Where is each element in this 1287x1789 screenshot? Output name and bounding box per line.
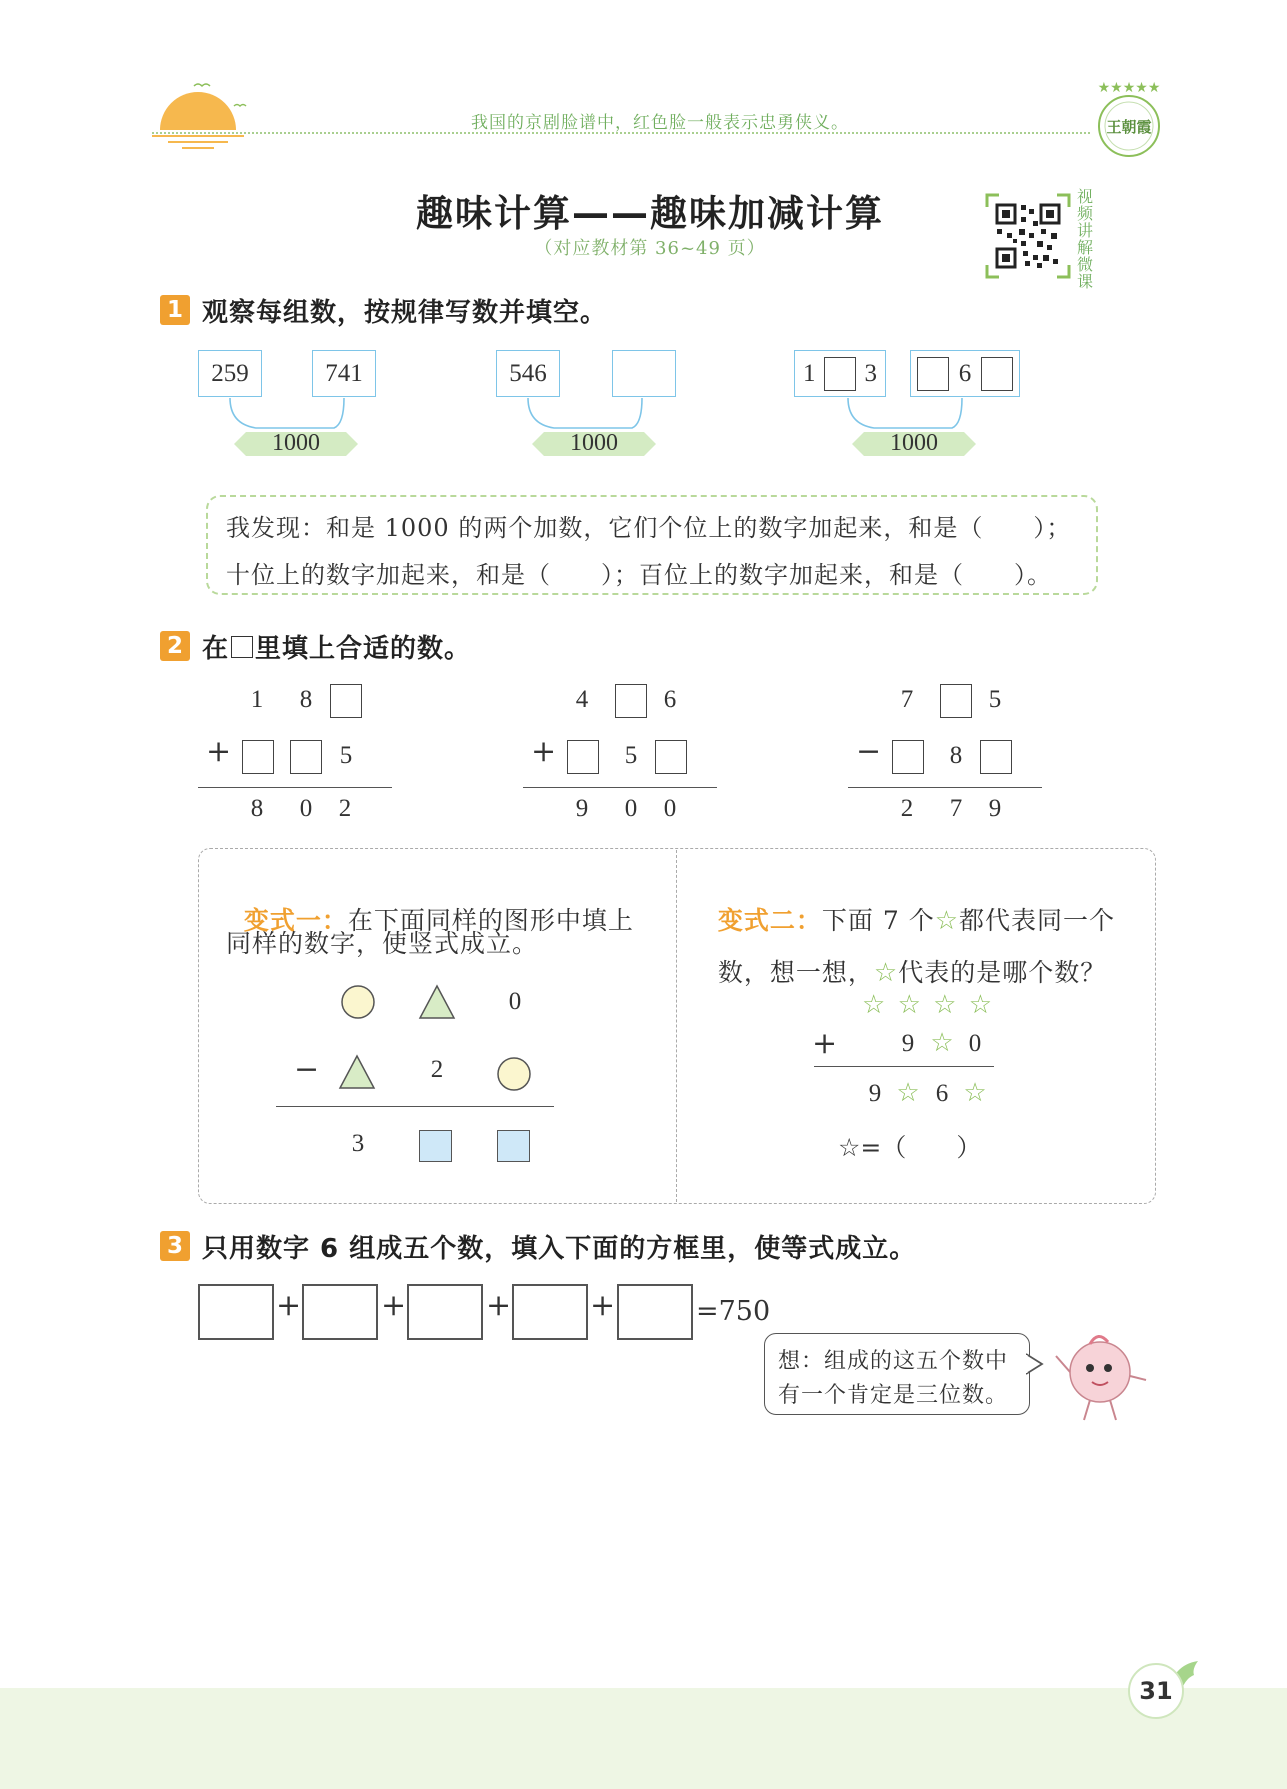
- variant1-label: 变式一：: [243, 906, 348, 935]
- blank-square-icon: [231, 636, 253, 658]
- variant2-line2-post: 代表的是哪个数？: [898, 958, 1107, 987]
- answer-box-1[interactable]: [198, 1284, 274, 1340]
- variant1-row3-digit: 3: [351, 1130, 365, 1157]
- p1-operator: +: [206, 734, 232, 769]
- p3-top-tens-blank[interactable]: [940, 684, 972, 718]
- p1-bottom-hundreds-blank[interactable]: [242, 740, 274, 774]
- variant1-rule: [276, 1106, 554, 1107]
- section-2-title-post: 里填上合适的数。: [255, 634, 472, 664]
- answer-box-3[interactable]: [407, 1284, 483, 1340]
- p1-result-hundreds: 8: [250, 795, 264, 822]
- p3-result-ones: 9: [988, 795, 1002, 822]
- qr-label-char: 视: [1076, 187, 1093, 206]
- variant2-rule: [814, 1066, 994, 1067]
- variant1-line1-text: 在下面同样的图形中填上: [347, 906, 634, 935]
- p1-top-tens: 8: [299, 686, 313, 713]
- group3-b-mid-digit: 6: [958, 359, 972, 387]
- qr-label-char: 课: [1076, 272, 1093, 291]
- circle-shape-icon: [496, 1056, 532, 1092]
- group3-addend-b: [910, 350, 1020, 397]
- circle-shape-icon: [340, 984, 376, 1020]
- p2-bottom-hundreds-blank[interactable]: [567, 740, 599, 774]
- p3-operator: −: [856, 734, 882, 769]
- group1-addend-b: 741: [312, 350, 376, 397]
- variant2-row3-star-1: ☆: [896, 1078, 920, 1108]
- answer-box-2[interactable]: [302, 1284, 378, 1340]
- section-3-number: 3: [160, 1231, 190, 1261]
- qr-label-char: 微: [1076, 255, 1093, 274]
- p1-top-ones-blank[interactable]: [330, 684, 362, 718]
- variant2-line1-pre: 下面 7 个: [821, 906, 935, 935]
- qr-label: [1074, 188, 1096, 290]
- variant1-row1-digit: 0: [508, 988, 522, 1015]
- plus-sign: +: [590, 1288, 616, 1323]
- page-number: 31: [1128, 1663, 1184, 1719]
- section-1-title: 观察每组数，按规律写数并填空。: [202, 298, 608, 328]
- bubble-tail: [1026, 1352, 1044, 1376]
- footer-band: [0, 1688, 1287, 1789]
- variant2-label: 变式二：: [717, 906, 822, 935]
- page-subtitle: （对应教材第 36~49 页）: [534, 238, 766, 259]
- variant2-row3-star-2: ☆: [963, 1078, 987, 1108]
- vertical-problem-1: [190, 680, 410, 830]
- p1-result-ones: 2: [338, 795, 352, 822]
- variant2-line2: [700, 924, 1106, 989]
- variant2-operator: +: [812, 1026, 838, 1061]
- p2-top-ones: 6: [663, 686, 677, 713]
- p2-result-ones: 0: [663, 795, 677, 822]
- group2-addend-b-input[interactable]: [612, 350, 676, 397]
- p2-top-tens-blank[interactable]: [615, 684, 647, 718]
- variant-divider: [676, 850, 677, 1202]
- variant1-line2: 同样的数字，使竖式成立。: [226, 929, 539, 958]
- p3-bottom-hundreds-blank[interactable]: [892, 740, 924, 774]
- hint-line-2: 有一个肯定是三位数。: [778, 1383, 1009, 1408]
- variant2-row3-digit-3: 6: [935, 1080, 949, 1107]
- p2-result-tens: 0: [624, 795, 638, 822]
- p2-operator: +: [531, 734, 557, 769]
- plus-sign: +: [276, 1288, 302, 1323]
- section-2-title: [202, 628, 471, 665]
- variant1-operator: −: [294, 1052, 320, 1087]
- group3-sum: 1000: [890, 430, 938, 456]
- p1-result-tens: 0: [299, 795, 313, 822]
- p3-top-hundreds: 7: [900, 686, 914, 713]
- answer-box-5[interactable]: [617, 1284, 693, 1340]
- group3-b-blank-right[interactable]: [981, 357, 1013, 391]
- p2-top-hundreds: 4: [575, 686, 589, 713]
- qr-label-char: 频: [1076, 204, 1093, 223]
- brand-logo: [1092, 78, 1166, 164]
- variant2-line2-pre: 数，想一想，: [717, 958, 874, 987]
- triangle-shape-icon: [418, 984, 456, 1020]
- plus-sign: +: [381, 1288, 407, 1323]
- group3-addend-a: [794, 350, 886, 397]
- variant2-row1-stars: ☆ ☆ ☆ ☆: [862, 990, 995, 1020]
- qr-label-char: 解: [1076, 238, 1093, 257]
- page-title: 趣味计算——趣味加减计算: [416, 192, 884, 235]
- vertical-problem-3: [840, 680, 1060, 830]
- mascot-icon: [1050, 1328, 1150, 1424]
- equation-result: =750: [696, 1296, 771, 1327]
- variant2-line1-post: 都代表同一个: [959, 906, 1116, 935]
- variant2-answer[interactable]: ☆=（ ）: [838, 1133, 982, 1162]
- variant1-row2-digit: 2: [430, 1056, 444, 1083]
- group2-addend-a: 546: [496, 350, 560, 397]
- p2-bottom-tens: 5: [624, 742, 638, 769]
- square-shape-blank[interactable]: [497, 1130, 530, 1162]
- qr-label-char: 讲: [1076, 221, 1093, 240]
- group1-sum: 1000: [272, 430, 320, 456]
- star-icon: ☆: [934, 906, 960, 936]
- p1-bottom-ones: 5: [339, 742, 353, 769]
- p3-bottom-ones-blank[interactable]: [980, 740, 1012, 774]
- variant2-row2-star: ☆: [930, 1028, 954, 1058]
- star-icon: ☆: [873, 958, 899, 988]
- brand-logo-text: 王朝霞: [1106, 118, 1152, 136]
- group3-b-blank-left[interactable]: [917, 357, 949, 391]
- sunset-icon: [150, 78, 250, 150]
- square-shape-blank[interactable]: [419, 1130, 452, 1162]
- p3-result-hundreds: 2: [900, 795, 914, 822]
- header-motto: 我国的京剧脸谱中，红色脸一般表示忠勇侠义。: [471, 113, 849, 133]
- plus-sign: +: [486, 1288, 512, 1323]
- section-1-number: 1: [160, 295, 190, 325]
- p3-result-tens: 7: [949, 795, 963, 822]
- group1-addend-a: 259: [198, 350, 262, 397]
- p1-rule: [198, 787, 392, 788]
- variant2-row3-digit-1: 9: [868, 1080, 882, 1107]
- svg-text:★★★★★: ★★★★★: [1097, 80, 1161, 96]
- group3-a-left-digit: 1: [803, 359, 816, 387]
- p1-top-hundreds: 1: [250, 686, 264, 713]
- group3-a-blank[interactable]: [824, 357, 856, 391]
- header-divider: [152, 132, 1090, 134]
- section-2-number: 2: [160, 631, 190, 661]
- discovery-line-2: 十位上的数字加起来，和是（ ）；百位上的数字加起来，和是（ ）。: [226, 561, 1052, 589]
- p2-bottom-ones-blank[interactable]: [655, 740, 687, 774]
- p1-bottom-tens-blank[interactable]: [290, 740, 322, 774]
- group3-a-right-digit: 3: [864, 359, 877, 387]
- triangle-shape-icon: [338, 1054, 376, 1090]
- hint-line-1: 想：组成的这五个数中: [778, 1349, 1009, 1374]
- p2-result-hundreds: 9: [575, 795, 589, 822]
- p3-top-ones: 5: [988, 686, 1002, 713]
- section-2-title-pre: 在: [202, 634, 230, 664]
- section-3-title: 只用数字 6 组成五个数，填入下面的方框里，使等式成立。: [202, 1234, 917, 1264]
- variant2-row2-digit-3: 0: [968, 1030, 982, 1057]
- group2-sum: 1000: [570, 430, 618, 456]
- p2-rule: [523, 787, 717, 788]
- answer-box-4[interactable]: [512, 1284, 588, 1340]
- p3-rule: [848, 787, 1042, 788]
- qr-code[interactable]: [985, 193, 1071, 279]
- vertical-problem-2: [515, 680, 735, 830]
- p3-bottom-tens: 8: [949, 742, 963, 769]
- discovery-line-1: 我发现：和是 1000 的两个加数，它们个位上的数字加起来，和是（ ）；: [226, 514, 1072, 542]
- variant2-row2-digit-1: 9: [901, 1030, 915, 1057]
